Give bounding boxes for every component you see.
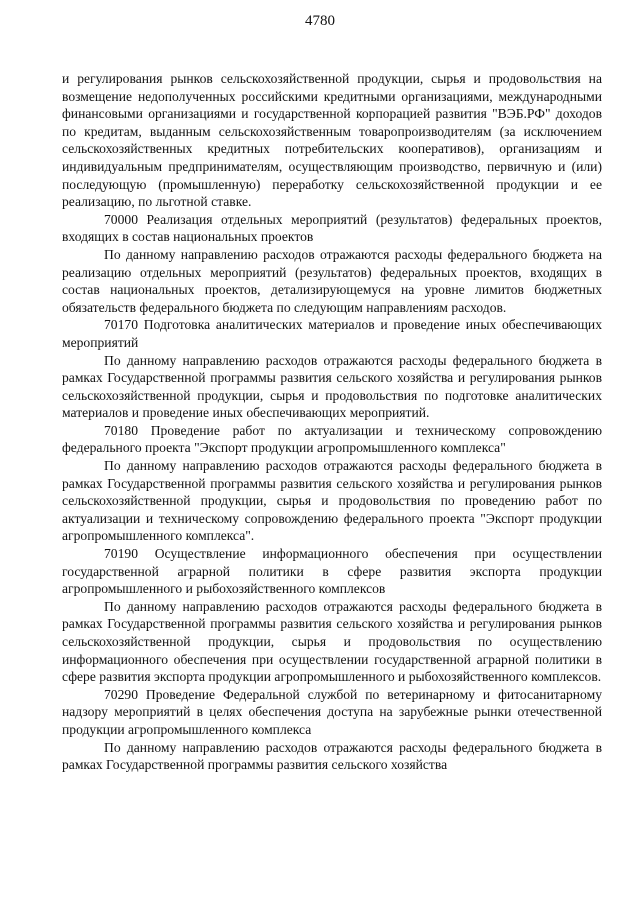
paragraph-continuation: и регулирования рынков сельскохозяйственной продукции, сырья и продовольствия на возмещение недополученных российскими кредитными организациями, международными финансовыми организациями и государственной корпорацией развития "ВЭБ.РФ" доходов по кредитам, выданным сельскохозяйственным товаропроизводителям (за исключением сельскохозяйственных кредитных потребительских кооперативов), организациям и индивидуальным предпринимателям, осуществляющим производство, первичную и (или) последующую (промышленную) переработку сельскохозяйственной продукции и ее реализацию, по льготной ставке.	[62, 71, 602, 210]
section-heading-70290: 70290 Проведение Федеральной службой по ветеринарному и фитосанитарному надзору мероприятий в целях обеспечения доступа на зарубежные рынки отечественной продукции агропромышленного комплекса	[62, 686, 602, 737]
document-body	[62, 70, 602, 774]
paragraph-70290-description: По данному направлению расходов отражаются расходы федерального бюджета в рамках Государственной программы развития сельского хозяйства	[62, 739, 602, 773]
section-heading-70170: 70170 Подготовка аналитических материалов и проведение иных обеспечивающих мероприятий	[62, 317, 602, 350]
page-number: 4780	[305, 13, 335, 29]
section-heading-70190: 70190 Осуществление информационного обеспечения при осуществлении государственной аграрной политики в сфере развития экспорта продукции агропромышленного и рыбохозяйственного комплексов	[62, 546, 602, 597]
paragraph-70000-description: По данному направлению расходов отражаются расходы федерального бюджета на реализацию отдельных мероприятий (результатов) федеральных проектов, входящих в состав национальных проектов, детализирующемуся на уровне лимитов бюджетных обязательств федерального бюджета по следующим направлениям расходов.	[62, 246, 602, 315]
paragraph-70180-description: По данному направлению расходов отражаются расходы федерального бюджета в рамках Государственной программы развития сельского хозяйства и регулирования рынков сельскохозяйственной продукции, сырья и продовольствия по проведению работ по актуализации и техническому сопровождению федерального проекта "Экспорт продукции агропромышленного комплекса".	[62, 458, 602, 544]
section-heading-70000: 70000 Реализация отдельных мероприятий (результатов) федеральных проектов, входящих в состав национальных проектов	[62, 211, 602, 245]
paragraph-70170-description: По данному направлению расходов отражаются расходы федерального бюджета в рамках Государственной программы развития сельского хозяйства и регулирования рынков сельскохозяйственной продукции, сырья и продовольствия по подготовке аналитических материалов и проведение иных обеспечивающих мероприятий.	[62, 352, 602, 421]
paragraph-70190-description: По данному направлению расходов отражаются расходы федерального бюджета в рамках Государственной программы развития сельского хозяйства и регулирования рынков сельскохозяйственной продукции, сырья и продовольствия по осуществлению информационного обеспечения при осуществлении государственной аграрной политики в сфере развития экспорта продукции агропромышленного и рыбохозяйственного комплексов.	[62, 598, 602, 685]
section-heading-70180: 70180 Проведение работ по актуализации и техническому сопровождению федерального проекта "Экспорт продукции агропромышленного комплекса"	[62, 422, 602, 456]
